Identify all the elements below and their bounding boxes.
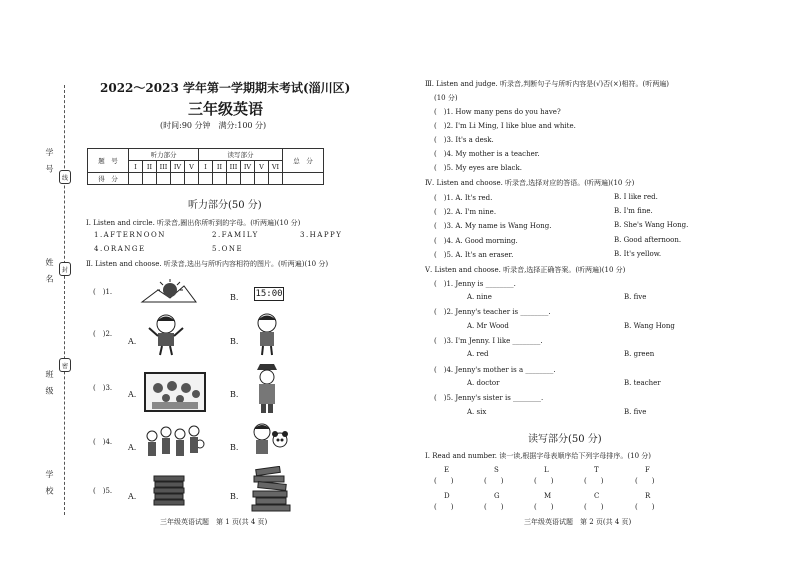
l5-item-1-a: A. nine [467,293,492,301]
family-photo-picture [144,372,206,412]
col-r3: III [227,161,241,173]
option-b-label: B. [230,293,239,302]
l3-item-4[interactable]: ( )4. My mother is a teacher. [434,150,540,158]
l4-item-2[interactable]: ( )2. A. I'm nine. [434,208,497,216]
l2-item-3[interactable]: ( )3. [93,384,113,392]
answer-blank[interactable]: ( ) [484,477,504,485]
letter: R [645,492,651,500]
l1-word-5: 5.ONE [212,245,244,253]
col-l3: III [157,161,171,173]
answer-blank[interactable]: ( ) [534,503,554,511]
page-footer-left: 三年级英语试题 第 1 页(共 4 页) [160,518,268,526]
score-table [87,148,324,185]
letter: M [544,492,552,500]
col-r4: IV [241,161,255,173]
binding-line [64,85,65,515]
seal-line: 线 [59,170,71,184]
col-r5: V [255,161,269,173]
l2-item-5[interactable]: ( )5. [93,487,113,495]
l2-instruction: Ⅱ. Listen and choose. 听录音,选出与所听内容相符的图片。(听两遍)(10 分) [86,260,329,268]
l4-item-5-b: B. It's yellow. [614,250,662,258]
l3-item-1[interactable]: ( )1. How many pens do you have? [434,108,561,116]
score-header-label: 题 号 [88,149,129,173]
score-cell[interactable] [227,173,241,185]
score-cell[interactable] [241,173,255,185]
l5-item-1-b: B. five [624,293,647,301]
score-cell[interactable] [199,173,213,185]
score-cell[interactable] [157,173,171,185]
page-footer-right: 三年级英语试题 第 2 页(共 4 页) [524,518,632,526]
col-l5: V [185,161,199,173]
l4-item-4[interactable]: ( )4. A. Good morning. [434,237,518,245]
l5-item-3-a: A. red [467,350,489,358]
l4-item-2-b: B. I'm fine. [614,207,653,215]
reading-header: 读写部分 [199,149,283,161]
col-r6: VI [269,161,283,173]
school-label: 学 校 [45,470,54,498]
letter: L [544,466,549,474]
letter: D [444,492,450,500]
boy-picture [250,312,284,356]
student-name-label: 姓 名 [45,258,54,286]
l2-item-2[interactable]: ( )2. [93,330,113,338]
option-a-label: A. [128,390,137,399]
total-header: 总 分 [283,149,324,173]
l5-item-4[interactable]: ( )4. Jenny's mother is a ________. [434,366,556,374]
answer-blank[interactable]: ( ) [635,477,655,485]
boy-with-panda-picture [248,422,290,462]
letter: S [494,466,499,474]
l4-item-4-b: B. Good afternoon. [614,236,682,244]
answer-blank[interactable]: ( ) [534,477,554,485]
letter: E [444,466,450,474]
col-l4: IV [171,161,185,173]
boy-waving-picture [146,312,186,356]
answer-blank[interactable]: ( ) [434,477,454,485]
l1-word-1: 1.AFTERNOON [94,231,166,239]
exam-title: 2022～2023 学年第一学期期末考试(淄川区) [100,81,351,95]
l2-item-4[interactable]: ( )4. [93,438,113,446]
l5-item-5[interactable]: ( )5. Jenny's sister is ________. [434,394,544,402]
book-stack-small-picture [152,472,186,506]
l1-word-2: 2.FAMILY [212,231,259,239]
l1-word-4: 4.ORANGE [94,245,146,253]
seal-feng: 封 [59,262,71,276]
children-group-picture [142,422,208,462]
l3-score: (10 分) [434,94,458,102]
letter: G [494,492,500,500]
l1-instruction: Ⅰ. Listen and circle. 听录音,圈出你所听到的字母。(听两遍)(10 分) [86,219,301,227]
option-b-label: B. [230,443,239,452]
l3-item-2[interactable]: ( )2. I'm Li Ming, I like blue and white. [434,122,576,130]
option-a-label: A. [128,443,137,452]
l5-item-5-b: B. five [624,408,647,416]
l4-item-5[interactable]: ( )5. A. It's an eraser. [434,251,514,259]
l5-item-5-a: A. six [467,408,487,416]
r1-instruction: Ⅰ. Read and number. 读一读,根据字母表顺序给下列字母排序。(10 分) [425,452,652,460]
answer-blank[interactable]: ( ) [484,503,504,511]
listening-header: 听力部分 [129,149,199,161]
score-row-label: 得 分 [88,173,129,185]
l5-item-4-b: B. teacher [624,379,661,387]
l4-item-3[interactable]: ( )3. A. My name is Wang Hong. [434,222,552,230]
class-label: 班 级 [45,370,54,398]
letter: C [594,492,600,500]
reading-heading: 读写部分(50 分) [528,434,602,445]
l4-item-1-b: B. I like red. [614,193,658,201]
score-cell[interactable] [255,173,269,185]
l5-item-3-b: B. green [624,350,655,358]
option-b-label: B. [230,337,239,346]
score-cell[interactable] [143,173,157,185]
l5-item-3[interactable]: ( )3. I'm Jenny. I like ________. [434,337,543,345]
option-a-label: A. [128,492,137,501]
score-cell[interactable] [185,173,199,185]
police-officer-picture [252,362,282,414]
exam-meta: (时间:90 分钟 满分:100 分) [160,121,267,130]
option-a-label: A. [128,337,137,346]
l4-instruction: Ⅳ. Listen and choose. 听录音,选择对应的答语。(听两遍)(10 分) [425,179,635,187]
sunrise-picture [140,278,198,304]
answer-blank[interactable]: ( ) [584,503,604,511]
l5-item-2-b: B. Wang Hong [624,322,675,330]
l3-item-3[interactable]: ( )3. It's a desk. [434,136,494,144]
l2-item-1[interactable]: ( )1. [93,288,113,296]
book-stack-large-picture [250,466,294,512]
l5-item-4-a: A. doctor [467,379,500,387]
option-b-label: B. [230,492,239,501]
col-r2: II [213,161,227,173]
exam-subject: 三年级英语 [188,100,264,118]
listening-heading: 听力部分(50 分) [188,200,262,211]
col-l2: II [143,161,157,173]
l3-instruction: Ⅲ. Listen and judge. 听录音,判断句子与所听内容是(√)否(×)相符。(听两遍) [425,80,669,88]
seal-mi: 密 [59,358,71,372]
col-l1: I [129,161,143,173]
score-cell[interactable] [129,173,143,185]
score-cell[interactable] [213,173,227,185]
answer-blank[interactable]: ( ) [434,503,454,511]
letter: F [645,466,650,474]
score-cell[interactable] [171,173,185,185]
answer-blank[interactable]: ( ) [584,477,604,485]
score-cell[interactable] [269,173,283,185]
l4-item-1[interactable]: ( )1. A. It's red. [434,194,493,202]
l5-item-2[interactable]: ( )2. Jenny's teacher is ________. [434,308,551,316]
col-r1: I [199,161,213,173]
l5-item-2-a: A. Mr Wood [467,322,509,330]
letter: T [594,466,599,474]
l5-item-1[interactable]: ( )1. Jenny is ________. [434,280,516,288]
l1-word-3: 3.HAPPY [300,231,343,239]
answer-blank[interactable]: ( ) [635,503,655,511]
l3-item-5[interactable]: ( )5. My eyes are black. [434,164,522,172]
l4-item-3-b: B. She's Wang Hong. [614,221,689,229]
option-b-label: B. [230,390,239,399]
l5-instruction: Ⅴ. Listen and choose. 听录音,选择正确答案。(听两遍)(10 分) [425,266,626,274]
clock-picture: 15:00 [255,289,283,299]
score-cell[interactable] [283,173,324,185]
student-id-label: 学 号 [45,148,54,176]
